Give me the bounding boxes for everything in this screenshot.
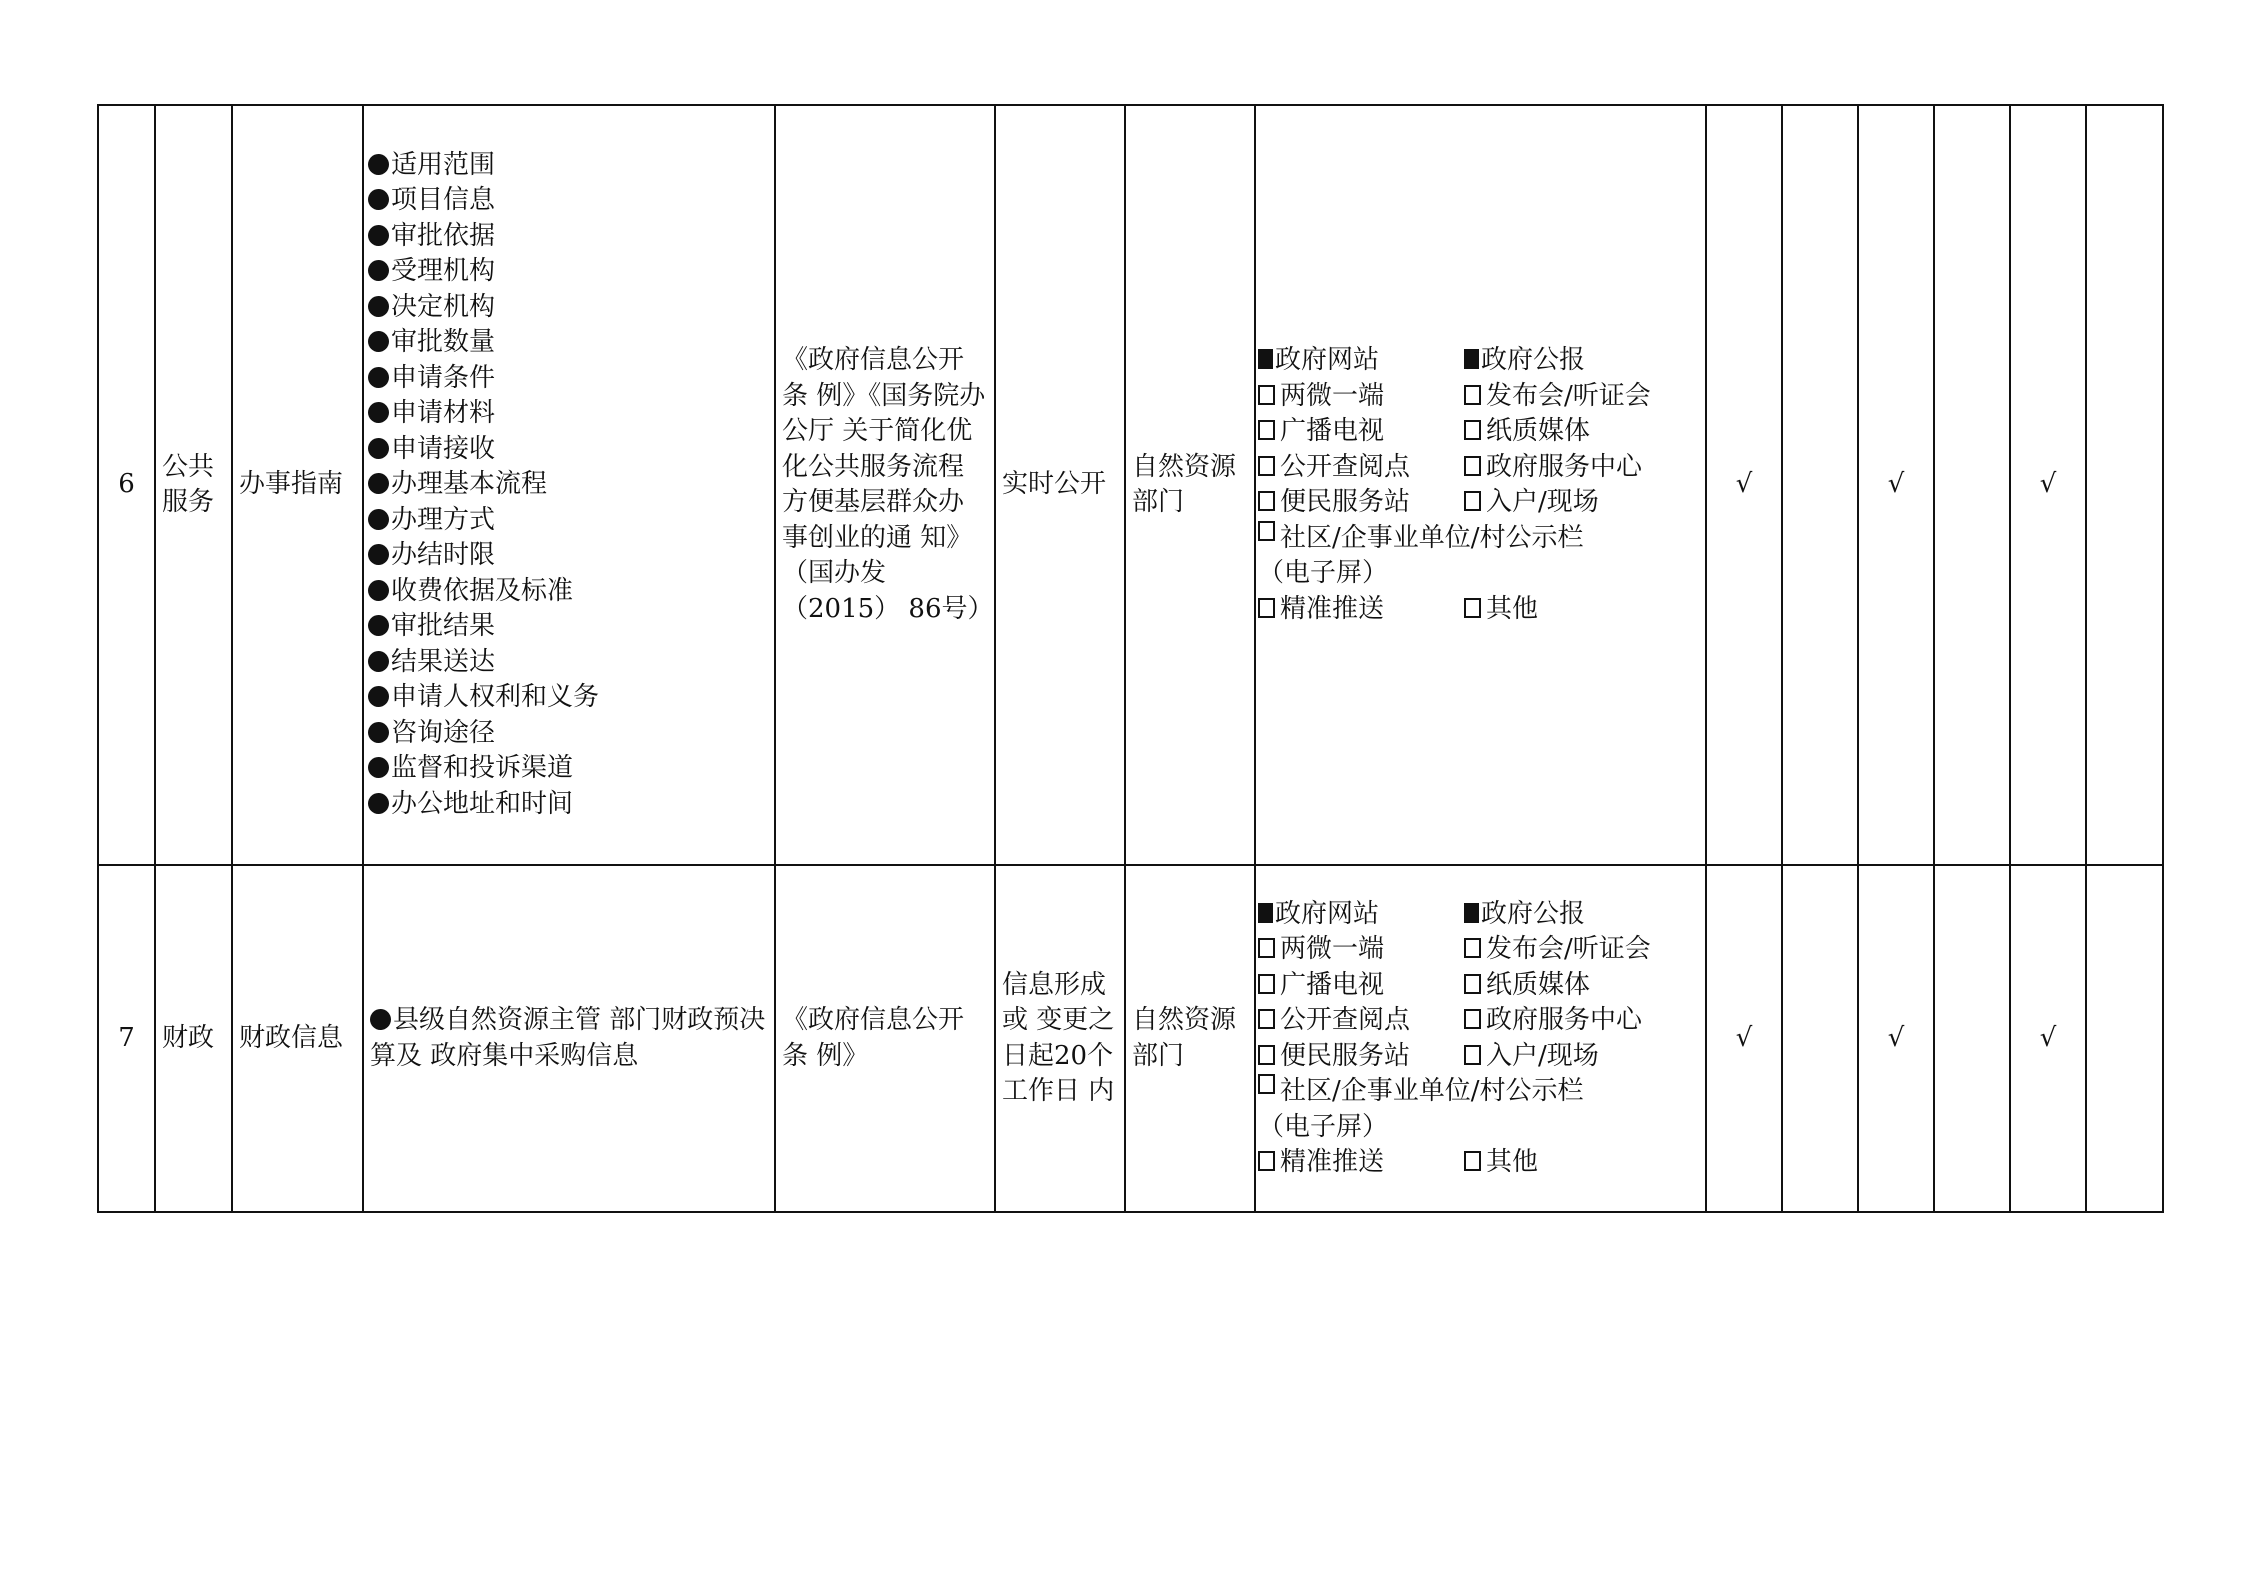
bullet-icon xyxy=(370,1009,391,1030)
checkbox-icon xyxy=(1464,1151,1481,1171)
check-cell xyxy=(1782,865,1858,1212)
item-cell: 办事指南 xyxy=(232,105,363,865)
content-cell: 县级自然资源主管 部门财政预决算及 政府集中采购信息 xyxy=(363,865,775,1212)
list-item: 申请人权利和义务 xyxy=(368,680,770,716)
check-cell: √ xyxy=(2010,865,2086,1212)
bullet-icon xyxy=(368,615,389,636)
checkbox-icon xyxy=(1464,385,1481,405)
checked-box-icon xyxy=(1258,349,1273,369)
basis-cell: 《政府信息公开条 例》 xyxy=(775,865,995,1212)
check-cell xyxy=(2086,865,2163,1212)
bullet-icon xyxy=(368,438,389,459)
subject-cell: 自然资源部门 xyxy=(1125,865,1255,1212)
checkbox-icon xyxy=(1464,938,1481,958)
bullet-icon xyxy=(368,189,389,210)
checkbox-icon xyxy=(1258,491,1275,511)
checkbox-icon xyxy=(1464,1045,1481,1065)
checkbox-icon xyxy=(1258,521,1275,541)
check-cell: √ xyxy=(2010,105,2086,865)
checkbox-icon xyxy=(1464,1009,1481,1029)
list-item: 办公地址和时间 xyxy=(368,787,770,823)
bullet-icon xyxy=(368,473,389,494)
bullet-icon xyxy=(368,509,389,530)
content-list xyxy=(363,105,775,865)
category-cell: 公共服务 xyxy=(155,105,232,865)
list-item: 审批依据 xyxy=(368,219,770,255)
checkbox-icon xyxy=(1258,1045,1275,1065)
checkbox-icon xyxy=(1258,1074,1275,1094)
bullet-icon xyxy=(368,402,389,423)
bullet-icon xyxy=(368,331,389,352)
list-item: 咨询途径 xyxy=(368,716,770,752)
basis-cell: 《政府信息公开条 例》《国务院办公厅 关于简化优化公共服务流程方便基层群众办事创业的通 知》（国办发（2015） 86号） xyxy=(775,105,995,865)
checked-box-icon xyxy=(1258,903,1273,923)
list-item: 申请材料 xyxy=(368,396,770,432)
subject-cell: 自然资源部门 xyxy=(1125,105,1255,865)
list-item: 审批结果 xyxy=(368,609,770,645)
disclosure-table xyxy=(97,104,2164,1213)
check-cell xyxy=(2086,105,2163,865)
channels-cell: 政府网站 政府公报 两微一端 发布会/听证会 广播电视 纸质媒体 公开查阅点 政府服务中心 便民服务站 入户/现场 社区/企事业单位/村公示栏 （电子屏） 精准推送 其他 xyxy=(1255,865,1706,1212)
checkbox-icon xyxy=(1258,1009,1275,1029)
bullet-icon xyxy=(368,722,389,743)
list-item: 决定机构 xyxy=(368,290,770,326)
check-cell: √ xyxy=(1706,105,1782,865)
checkbox-icon xyxy=(1464,974,1481,994)
bullet-icon xyxy=(368,580,389,601)
timing-cell: 实时公开 xyxy=(995,105,1125,865)
checkbox-icon xyxy=(1258,938,1275,958)
checkbox-icon xyxy=(1464,598,1481,618)
check-cell xyxy=(1934,865,2010,1212)
checkbox-icon xyxy=(1258,974,1275,994)
category-cell: 财政 xyxy=(155,865,232,1212)
checkbox-icon xyxy=(1258,1151,1275,1171)
bullet-icon xyxy=(368,225,389,246)
list-item: 项目信息 xyxy=(368,183,770,219)
check-cell: √ xyxy=(1858,105,1934,865)
checked-box-icon xyxy=(1464,903,1479,923)
bullet-icon xyxy=(368,154,389,175)
check-cell: √ xyxy=(1858,865,1934,1212)
checkbox-icon xyxy=(1464,456,1481,476)
item-cell: 财政信息 xyxy=(232,865,363,1212)
list-item: 办理基本流程 xyxy=(368,467,770,503)
bullet-icon xyxy=(368,793,389,814)
bullet-icon xyxy=(368,296,389,317)
list-item: 结果送达 xyxy=(368,645,770,681)
bullet-icon xyxy=(368,757,389,778)
list-item: 办结时限 xyxy=(368,538,770,574)
bullet-icon xyxy=(368,686,389,707)
checked-box-icon xyxy=(1464,349,1479,369)
check-cell: √ xyxy=(1706,865,1782,1212)
bullet-icon xyxy=(368,544,389,565)
bullet-icon xyxy=(368,651,389,672)
table-row xyxy=(98,105,2163,865)
row-index: 6 xyxy=(98,105,155,865)
checkbox-icon xyxy=(1258,385,1275,405)
list-item: 申请条件 xyxy=(368,361,770,397)
list-item: 办理方式 xyxy=(368,503,770,539)
checkbox-icon xyxy=(1258,598,1275,618)
list-item: 申请接收 xyxy=(368,432,770,468)
check-cell xyxy=(1782,105,1858,865)
checkbox-icon xyxy=(1258,456,1275,476)
table-row xyxy=(98,865,2163,1212)
list-item: 审批数量 xyxy=(368,325,770,361)
timing-cell: 信息形成或 变更之日起20个工作日 内 xyxy=(995,865,1125,1212)
checkbox-icon xyxy=(1464,491,1481,511)
list-item: 监督和投诉渠道 xyxy=(368,751,770,787)
checkbox-icon xyxy=(1464,420,1481,440)
check-cell xyxy=(1934,105,2010,865)
list-item: 收费依据及标准 xyxy=(368,574,770,610)
bullet-icon xyxy=(368,260,389,281)
list-item: 受理机构 xyxy=(368,254,770,290)
channels-cell: 政府网站 政府公报 两微一端 发布会/听证会 广播电视 纸质媒体 公开查阅点 政府服务中心 便民服务站 入户/现场 社区/企事业单位/村公示栏 （电子屏） 精准推送 其他 xyxy=(1255,105,1706,865)
bullet-icon xyxy=(368,367,389,388)
checkbox-icon xyxy=(1258,420,1275,440)
list-item: 适用范围 xyxy=(368,148,770,184)
row-index: 7 xyxy=(98,865,155,1212)
